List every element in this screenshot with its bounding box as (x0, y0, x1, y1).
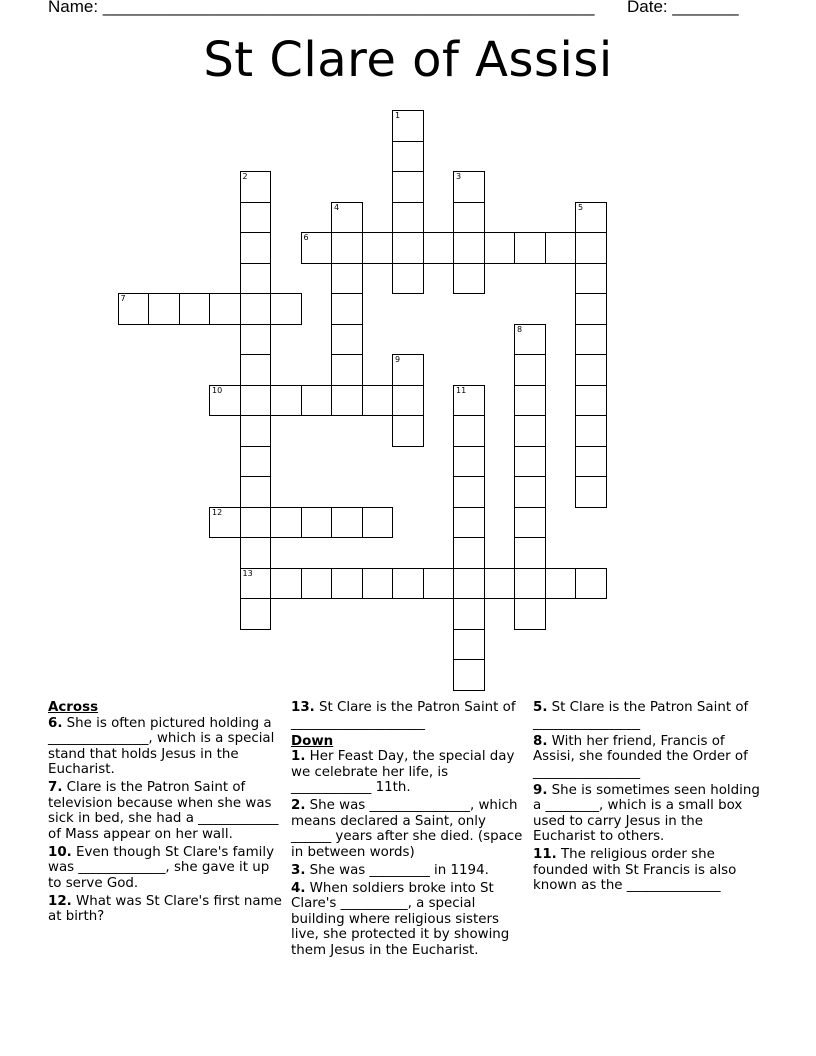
grid-cell[interactable] (514, 446, 546, 478)
grid-cell[interactable] (240, 263, 272, 295)
grid-cell[interactable] (575, 354, 607, 386)
grid-cell[interactable] (453, 446, 485, 478)
clue-item (48, 780, 284, 842)
grid-cell[interactable] (301, 232, 333, 264)
grid-cell[interactable] (575, 202, 607, 234)
grid-cell[interactable] (514, 385, 546, 417)
grid-cell[interactable] (453, 537, 485, 569)
clue-number: 7 (120, 294, 126, 303)
grid-cell[interactable] (392, 568, 424, 600)
grid-cell[interactable] (453, 507, 485, 539)
grid-cell[interactable] (240, 476, 272, 508)
date-blank: _______ (672, 0, 739, 16)
grid-cell[interactable] (362, 568, 394, 600)
clue-number: 11 (456, 385, 467, 395)
grid-cell[interactable] (453, 263, 485, 295)
grid-cell[interactable] (331, 232, 363, 264)
clue-item (291, 798, 527, 860)
grid-cell[interactable] (331, 324, 363, 356)
grid-cell[interactable] (240, 537, 272, 569)
clue-number: 13. (291, 700, 315, 715)
clue-text: With her friend, Francis of Assisi, she founded the Order of ________________ (533, 733, 748, 780)
grid-cell[interactable] (362, 232, 394, 264)
clue-text: Her Feast Day, the special day we celebrate her life, is ____________ 11th. (291, 749, 515, 795)
grid-cell[interactable] (423, 232, 455, 264)
grid-cell[interactable] (362, 507, 394, 539)
grid-cell[interactable] (423, 568, 455, 600)
clue-item (48, 845, 284, 892)
grid-cell[interactable] (179, 293, 211, 325)
grid-cell[interactable] (392, 202, 424, 234)
grid-cell[interactable] (240, 232, 272, 264)
clue-item (291, 863, 527, 879)
page-title: St Clare of Assisi (203, 32, 613, 88)
clue-item (48, 716, 284, 778)
clue-item (291, 881, 527, 959)
clue-number: 7. (48, 780, 63, 795)
grid-cell[interactable] (453, 171, 485, 203)
grid-cell[interactable] (270, 507, 302, 539)
grid-cell[interactable] (392, 263, 424, 295)
grid-cell[interactable] (209, 385, 241, 417)
clue-number: 12 (212, 507, 223, 517)
grid-cell[interactable] (331, 263, 363, 295)
grid-cell[interactable] (575, 293, 607, 325)
clue-item (533, 700, 769, 731)
clue-column-1 (48, 700, 284, 927)
grid-cell[interactable] (240, 507, 272, 539)
clue-number: 11. (533, 847, 557, 862)
grid-cell[interactable] (148, 293, 180, 325)
grid-cell[interactable] (331, 385, 363, 417)
clue-number: 12. (48, 893, 72, 909)
name-label-text: Name: (48, 0, 99, 16)
grid-cell[interactable] (301, 568, 333, 600)
grid-cell[interactable] (240, 568, 272, 600)
clue-text: She is sometimes seen holding a ________, which is a small box used to carry Jesus in the Eucharist to others. (533, 782, 760, 844)
clue-item (533, 783, 769, 845)
grid-cell[interactable] (301, 507, 333, 539)
clue-number: 9. (533, 782, 548, 798)
clue-item (291, 700, 527, 731)
grid-cell[interactable] (453, 568, 485, 600)
grid-cell[interactable] (575, 476, 607, 508)
clue-text: She was _______________, which means declared a Saint, only ______ years after she died. (space in between words) (291, 798, 523, 860)
grid-cell[interactable] (331, 354, 363, 386)
grid-cell[interactable] (453, 659, 485, 691)
clue-number: 5 (578, 202, 584, 212)
grid-cell[interactable] (453, 415, 485, 447)
grid-cell[interactable] (453, 476, 485, 508)
clue-number: 2 (242, 172, 248, 181)
grid-cell[interactable] (514, 232, 546, 264)
clue-number: 4 (334, 202, 340, 212)
grid-cell[interactable] (575, 263, 607, 295)
clue-number: 4. (291, 880, 306, 896)
grid-cell[interactable] (392, 385, 424, 417)
grid-cell[interactable] (240, 446, 272, 478)
grid-cell[interactable] (240, 202, 272, 234)
clue-number: 10. (48, 844, 72, 860)
grid-cell[interactable] (392, 110, 424, 142)
grid-cell[interactable] (240, 324, 272, 356)
grid-cell[interactable] (392, 171, 424, 203)
clue-text: She was _________ in 1194. (305, 862, 489, 878)
grid-cell[interactable] (514, 476, 546, 508)
grid-cell[interactable] (331, 202, 363, 234)
grid-cell[interactable] (575, 568, 607, 600)
clue-number: 13 (242, 568, 253, 578)
grid-cell[interactable] (240, 385, 272, 417)
clue-number: 2. (291, 798, 306, 813)
grid-cell[interactable] (331, 507, 363, 539)
clue-number: 1. (291, 749, 306, 764)
clue-number: 6. (48, 715, 63, 731)
clue-number: 3 (456, 172, 462, 181)
grid-cell[interactable] (209, 293, 241, 325)
down-heading: Down (291, 733, 334, 749)
grid-cell[interactable] (270, 293, 302, 325)
grid-cell[interactable] (118, 293, 150, 325)
clue-text: The religious order she founded with St Francis is also known as the ______________ (533, 847, 737, 893)
grid-cell[interactable] (453, 629, 485, 661)
clue-number: 6 (303, 233, 309, 242)
clue-column-3 (533, 700, 769, 896)
grid-cell[interactable] (484, 232, 516, 264)
grid-cell[interactable] (575, 232, 607, 264)
grid-cell[interactable] (240, 354, 272, 386)
grid-cell[interactable] (392, 415, 424, 447)
grid-cell[interactable] (575, 385, 607, 417)
clue-number: 5. (533, 700, 548, 715)
grid-cell[interactable] (514, 507, 546, 539)
grid-cell[interactable] (240, 293, 272, 325)
clue-column-2 (291, 700, 527, 961)
grid-cell[interactable] (240, 598, 272, 630)
grid-cell[interactable] (545, 232, 577, 264)
grid-cell[interactable] (453, 598, 485, 630)
clue-number: 1 (395, 111, 401, 120)
grid-cell[interactable] (301, 385, 333, 417)
grid-cell[interactable] (453, 202, 485, 234)
clue-number: 3. (291, 862, 306, 878)
grid-cell[interactable] (514, 598, 546, 630)
grid-cell[interactable] (392, 354, 424, 386)
name-blank: ____________________________________________________ (102, 0, 595, 16)
grid-cell[interactable] (514, 537, 546, 569)
grid-cell[interactable] (545, 568, 577, 600)
grid-cell[interactable] (392, 232, 424, 264)
clue-item (291, 749, 527, 796)
clue-text: What was St Clare's first name at birth? (48, 893, 282, 924)
grid-cell[interactable] (362, 385, 394, 417)
grid-cell[interactable] (575, 415, 607, 447)
clue-text: Even though St Clare's family was _____________, she gave it up to serve God. (48, 844, 274, 891)
clue-number: 8 (517, 324, 523, 334)
clue-number: 10 (212, 385, 223, 395)
grid-cell[interactable] (453, 385, 485, 417)
grid-cell[interactable] (240, 171, 272, 203)
grid-cell[interactable] (270, 568, 302, 600)
grid-cell[interactable] (575, 446, 607, 478)
clue-number: 9 (395, 355, 401, 364)
grid-cell[interactable] (514, 324, 546, 356)
clue-item (533, 847, 769, 894)
clue-item (48, 894, 284, 925)
grid-cell[interactable] (331, 568, 363, 600)
grid-cell[interactable] (514, 354, 546, 386)
grid-cell[interactable] (484, 568, 516, 600)
clue-text: She is often pictured holding a _______________, which is a special stand that holds Jesus in the Eucharist. (48, 715, 275, 777)
grid-cell[interactable] (575, 324, 607, 356)
grid-cell[interactable] (453, 232, 485, 264)
grid-cell[interactable] (209, 507, 241, 539)
grid-cell[interactable] (240, 415, 272, 447)
across-heading: Across (48, 700, 99, 715)
grid-cell[interactable] (270, 385, 302, 417)
clue-text: St Clare is the Patron Saint of ____________________ (291, 700, 516, 731)
clue-text: When soldiers broke into St Clare's __________, a special building where religious sisters live, she protected it by showing them Jesus in the Eucharist. (291, 880, 510, 958)
clue-text: St Clare is the Patron Saint of ________________ (533, 700, 749, 731)
grid-cell[interactable] (331, 293, 363, 325)
grid-cell[interactable] (514, 568, 546, 600)
clue-number: 8. (533, 733, 548, 749)
grid-cell[interactable] (514, 415, 546, 447)
clue-item (533, 734, 769, 781)
date-label-text: Date: (627, 0, 668, 16)
grid-cell[interactable] (392, 141, 424, 173)
clue-text: Clare is the Patron Saint of television because when she was sick in bed, she had a ____________ of Mass appear on her wall. (48, 780, 279, 842)
